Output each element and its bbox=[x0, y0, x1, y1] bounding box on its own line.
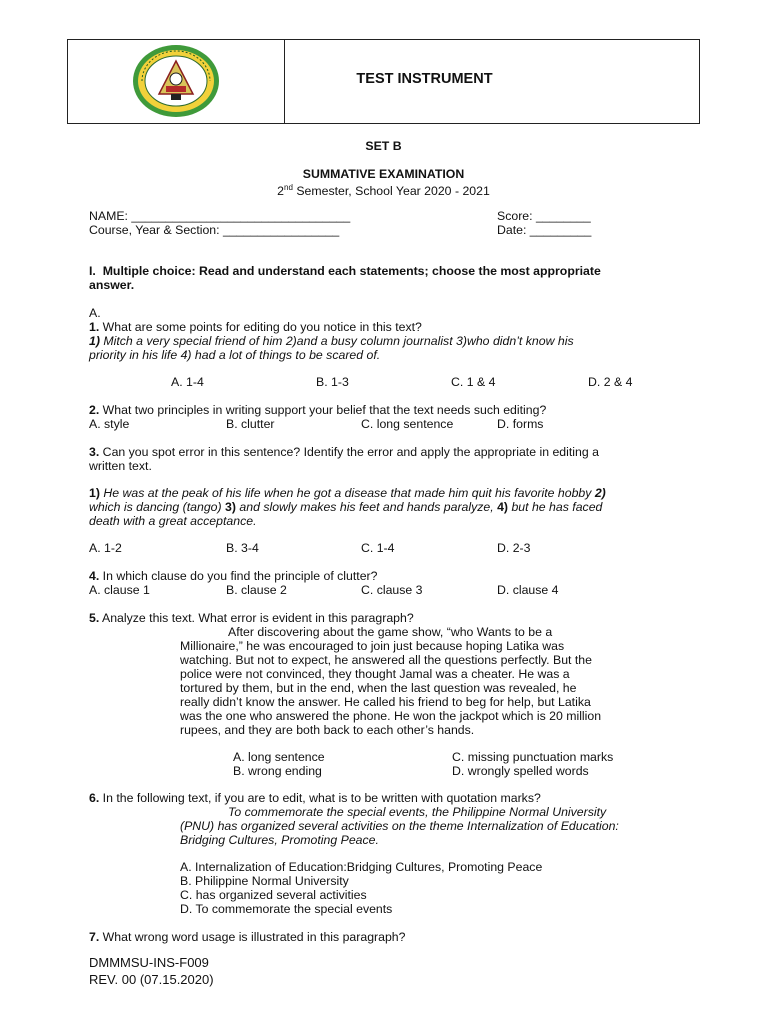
q6-option-a: A. Internalization of Education:Bridging Cultures, Promoting Peace bbox=[180, 860, 543, 874]
q3-p2c: but he has faced bbox=[508, 500, 603, 514]
q3-p1: He was at the peak of his life when he got a disease that made him quit his favorite hobby bbox=[99, 486, 595, 500]
q5-option-a: A. long sentence bbox=[233, 750, 325, 764]
section-a: A. bbox=[89, 306, 101, 320]
q3-p1-n2: 2) bbox=[594, 486, 606, 500]
page-title: TEST INSTRUMENT bbox=[356, 71, 493, 87]
q7-text: What wrong word usage is illustrated in this paragraph? bbox=[99, 930, 406, 944]
q5-option-c: C. missing punctuation marks bbox=[452, 750, 614, 764]
q1-option-b: B. 1-3 bbox=[316, 375, 349, 389]
q1-option-c: C. 1 & 4 bbox=[451, 375, 496, 389]
q1-passage-lead: 1) bbox=[89, 334, 100, 348]
q4-option-b: B. clause 2 bbox=[226, 583, 287, 597]
q6-passage-line1: To commemorate the special events, the Philippine Normal University bbox=[228, 805, 607, 819]
q1-num: 1. bbox=[89, 320, 100, 334]
question-6 bbox=[89, 791, 541, 805]
q3-option-a: A. 1-2 bbox=[89, 541, 122, 555]
score-field: Score: ________ bbox=[497, 209, 591, 223]
semester-rest: Semester, School Year 2020 - 2021 bbox=[292, 184, 490, 199]
q5-passage-line2: Millionaire,” he was encouraged to join just because hoping Latika was bbox=[180, 639, 565, 653]
q3-p2-n4: 4) bbox=[497, 500, 509, 514]
question-2 bbox=[89, 403, 546, 417]
q3-p2: which is dancing (tango) bbox=[89, 500, 226, 514]
q3-num: 3. bbox=[89, 445, 100, 459]
q3-option-c: C. 1-4 bbox=[361, 541, 395, 555]
q1-passage-line2: priority in his life 4) had a lot of things to be scared of. bbox=[89, 348, 381, 362]
q2-text: What two principles in writing support your belief that the text needs such editing? bbox=[99, 403, 547, 417]
q1-passage-line1 bbox=[89, 334, 677, 348]
q6-passage-line3: Bridging Cultures, Promoting Peace. bbox=[180, 833, 379, 847]
q1-option-a: A. 1-4 bbox=[171, 375, 204, 389]
university-seal-logo bbox=[132, 44, 220, 118]
q5-text: Analyze this text. What error is evident in this paragraph? bbox=[99, 611, 414, 625]
q2-option-b: B. clutter bbox=[226, 417, 275, 431]
q5-passage-line7: was the one who answered the phone. He won the jackpot which is 20 million bbox=[180, 709, 602, 723]
q6-num: 6. bbox=[89, 791, 100, 805]
q5-passage-line3: watching. But not to expect, he answered all the questions perfectly. But the bbox=[180, 653, 592, 667]
q4-option-d: D. clause 4 bbox=[497, 583, 559, 597]
q2-option-c: C. long sentence bbox=[361, 417, 454, 431]
q6-option-d: D. To commemorate the special events bbox=[180, 902, 393, 916]
set-label: SET B bbox=[365, 139, 402, 153]
name-field: NAME: ________________________________ bbox=[89, 209, 351, 223]
q5-option-b: B. wrong ending bbox=[233, 764, 322, 778]
q6-option-c: C. has organized several activities bbox=[180, 888, 367, 902]
date-field: Date: _________ bbox=[497, 223, 592, 237]
q4-num: 4. bbox=[89, 569, 100, 583]
q5-option-d: D. wrongly spelled words bbox=[452, 764, 589, 778]
q5-passage-line1: After discovering about the game show, “who Wants to be a bbox=[228, 625, 553, 639]
question-4 bbox=[89, 569, 377, 583]
footer-rev: REV. 00 (07.15.2020) bbox=[89, 972, 214, 987]
q2-option-d: D. forms bbox=[497, 417, 544, 431]
exam-title: SUMMATIVE EXAMINATION bbox=[302, 167, 465, 181]
question-5 bbox=[89, 611, 414, 625]
q1-text: What are some points for editing do you notice in this text? bbox=[99, 320, 422, 334]
semester-line bbox=[67, 181, 700, 198]
question-7 bbox=[89, 930, 405, 944]
q3-p2b: and slowly makes his feet and hands paralyze, bbox=[235, 500, 498, 514]
q3-passage-line3: death with a great acceptance. bbox=[89, 514, 257, 528]
q5-passage-line6: really didn’t know the answer. He called his friend to beg for help, but Latika bbox=[180, 695, 591, 709]
instructions bbox=[89, 264, 677, 278]
q5-passage-line8: rupees, and they are both back to each other’s hands. bbox=[180, 723, 475, 737]
question-3 bbox=[89, 445, 677, 459]
q5-passage-line5: tortured by them, but in the end, when the last question was revealed, he bbox=[180, 681, 577, 695]
q4-text: In which clause do you find the principle of clutter? bbox=[99, 569, 378, 583]
q3-passage-line2 bbox=[89, 500, 677, 514]
q3-p1-lead: 1) bbox=[89, 486, 100, 500]
q4-option-a: A. clause 1 bbox=[89, 583, 150, 597]
q2-num: 2. bbox=[89, 403, 100, 417]
semester-num: 2 bbox=[277, 184, 285, 199]
course-field: Course, Year & Section: _________________ bbox=[89, 223, 340, 237]
q3-text-l1: Can you spot error in this sentence? Identify the error and apply the appropriate in editing a bbox=[99, 445, 599, 459]
footer-code: DMMMSU-INS-F009 bbox=[89, 955, 209, 970]
q2-option-a: A. style bbox=[89, 417, 130, 431]
instructions-text: Multiple choice: Read and understand each statements; choose the most appropriate bbox=[102, 264, 601, 278]
q6-text: In the following text, if you are to edit, what is to be written with quotation marks? bbox=[99, 791, 541, 805]
q6-option-b: B. Philippine Normal University bbox=[180, 874, 349, 888]
q3-option-b: B. 3-4 bbox=[226, 541, 259, 555]
q4-option-c: C. clause 3 bbox=[361, 583, 423, 597]
q5-passage-line4: police were not convinced, they thought Jamal was a cheater. He was a bbox=[180, 667, 570, 681]
instructions-num: I. bbox=[89, 264, 96, 278]
q5-num: 5. bbox=[89, 611, 100, 625]
q3-text-l2: written text. bbox=[89, 459, 152, 473]
q1-option-d: D. 2 & 4 bbox=[588, 375, 633, 389]
q1-passage-l1: Mitch a very special friend of him 2)and a busy column journalist 3)who didn’t know his bbox=[103, 334, 574, 348]
q7-num: 7. bbox=[89, 930, 100, 944]
question-1 bbox=[89, 320, 422, 334]
q3-p2-n3: 3) bbox=[225, 500, 236, 514]
semester-sup: nd bbox=[284, 183, 293, 192]
q6-passage-line2: (PNU) has organized several activities on the theme Internalization of Education: bbox=[180, 819, 619, 833]
q3-passage-line1 bbox=[89, 486, 677, 500]
instructions-cont: answer. bbox=[89, 278, 135, 292]
q3-option-d: D. 2-3 bbox=[497, 541, 531, 555]
